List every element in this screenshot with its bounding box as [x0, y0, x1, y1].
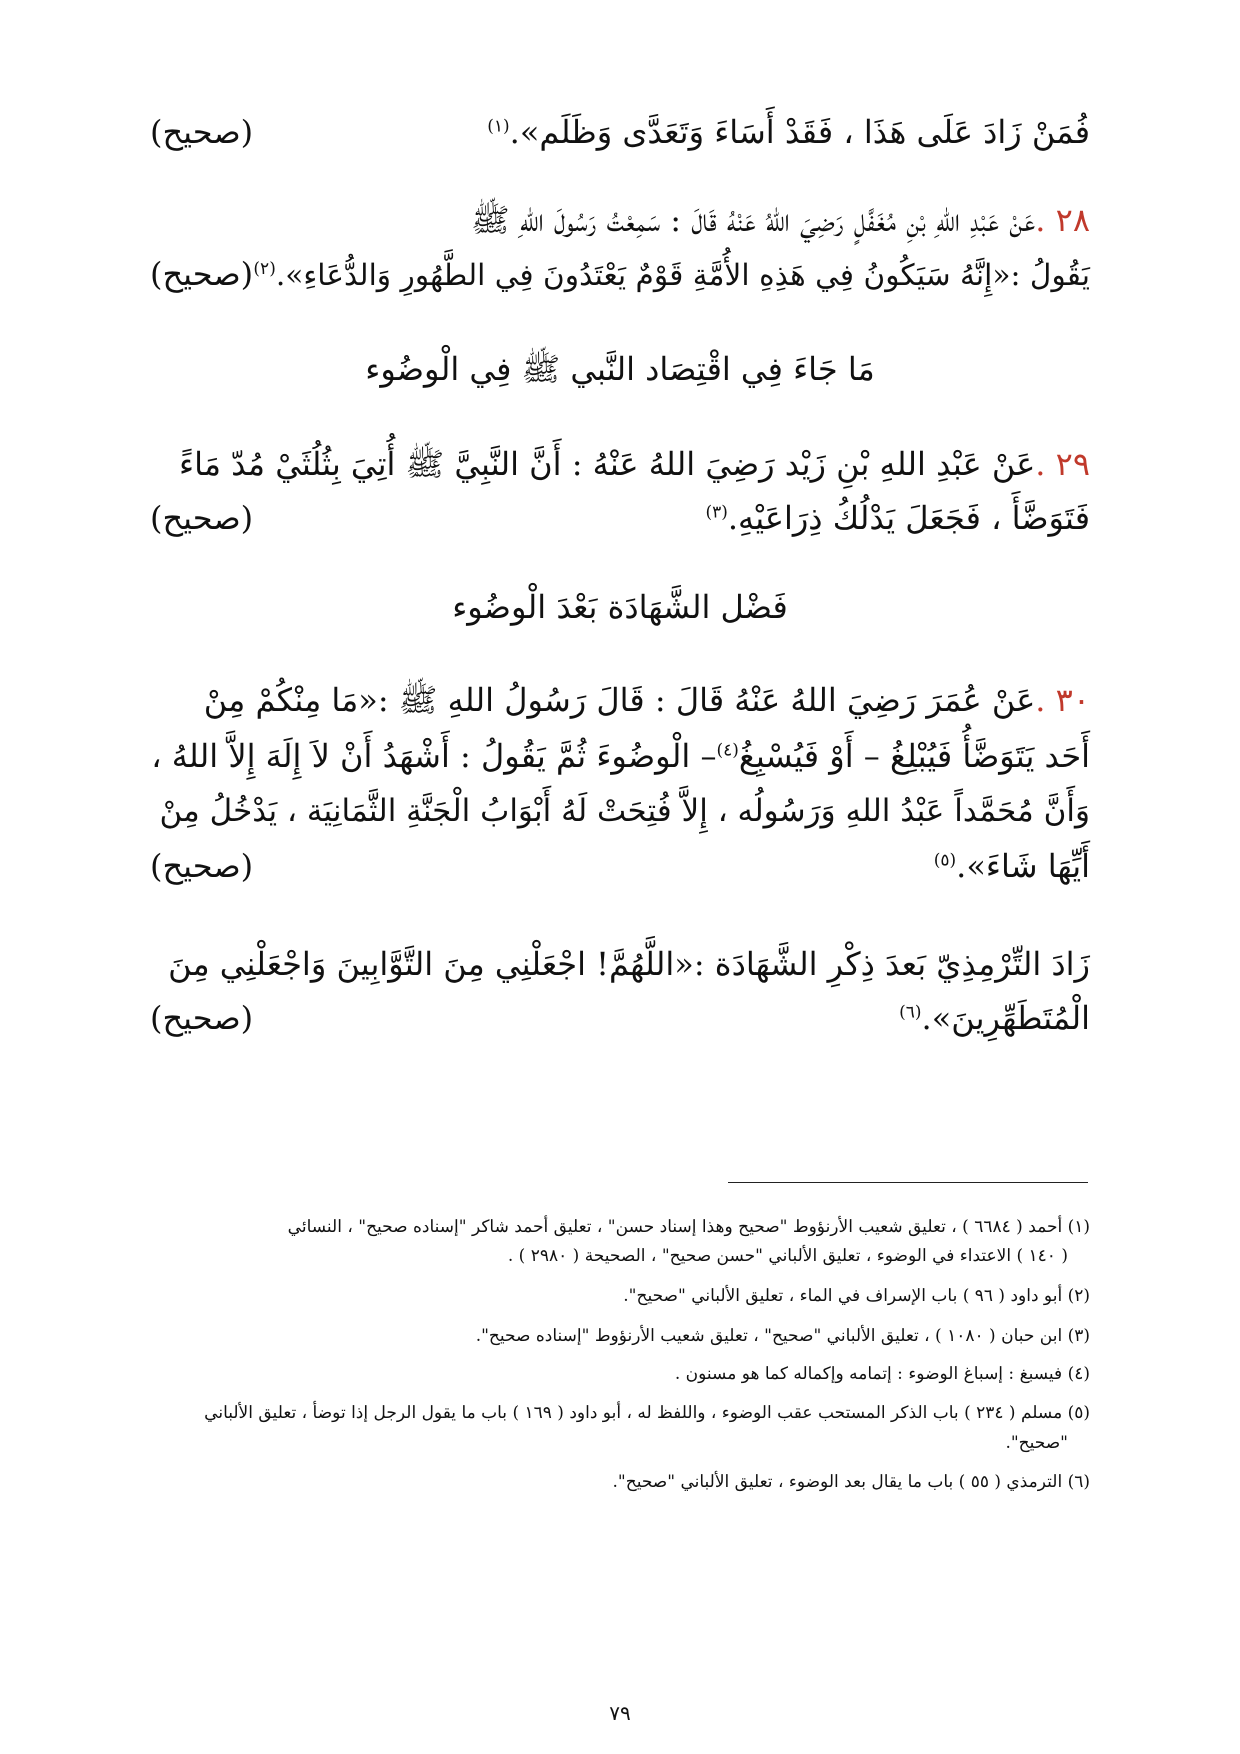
grade-label: (صحيح): [150, 999, 254, 1037]
hadith-29-line-1: [150, 440, 1090, 488]
line-text: يَقُولُ :«إِنَّهُ سَيَكُونُ فِي هَذِهِ الأُمَّةِ قَوْمٌ يَعْتَدُونَ فِي الطَّهُورِ وَالدُّعَاءِ».$^{(٢)}$: [253, 257, 1090, 292]
grade-label: (صحيح): [150, 255, 254, 293]
footnote-ref[interactable]: (٢): [253, 259, 276, 280]
section-heading: فَضْل الشَّهَادَة بَعْدَ الْوضُوء: [452, 588, 788, 626]
footnote-4: (٤) فيسبغ : إسباغ الوضوء : إتمامه وإكماله كما هو مسنون .: [674, 1364, 1090, 1384]
grade-label: (صحيح): [150, 113, 254, 151]
hadith-28-line-1: [150, 196, 1090, 244]
line-text: الْمُتَطَهِّرِينَ».$^{(٦)}$: [899, 999, 1090, 1037]
hadith-30-line-1: [150, 676, 1090, 724]
hadith-30-line-4: [150, 842, 1090, 890]
footnote-ref[interactable]: (١): [487, 116, 510, 137]
footnote-1: (١) أحمد ( ٦٦٨٤ ) ، تعليق شعيب الأرنؤوط "صحيح وهذا إسناد حسن" ، تعليق أحمد شاكر "إسناده صحيح" ، النسائي: [287, 1217, 1090, 1237]
footnote-divider: [728, 1182, 1088, 1183]
footnote-ref[interactable]: (٦): [899, 1002, 922, 1023]
footnote-ref[interactable]: (٣): [705, 502, 728, 523]
footnote-ref[interactable]: (٤): [716, 740, 739, 761]
hadith-30-line-3: [150, 787, 1090, 835]
footnote-3: (٣) ابن حبان ( ١٠٨٠ ) ، تعليق الألباني "صحيح" ، تعليق شعيب الأرنؤوط "إسناده صحيح".: [475, 1326, 1090, 1346]
addition-line-1: [150, 940, 1090, 988]
footnote-ref[interactable]: (٥): [933, 850, 957, 871]
footnote-5-continued: "صحيح".: [1005, 1433, 1068, 1453]
grade-label: (صحيح): [150, 847, 254, 885]
line-text: عَنْ عَبْدِ اللهِ بْنِ مُغَفَّلٍ رَضِيَ اللهُ عَنْهُ قَالَ : سَمِعْتُ رَسُولَ اللهِ ﷺ: [470, 201, 1036, 239]
page-number: ٧٩: [609, 1701, 631, 1725]
line-text: عَنْ عُمَرَ رَضِيَ اللهُ عَنْهُ قَالَ : قَالَ رَسُولُ اللهِ ﷺ :«مَا مِنْكُمْ مِنْ: [203, 681, 1036, 719]
line-text: فُمَنْ زَادَ عَلَى هَذَا ، فَقَدْ أَسَاءَ وَتَعَدَّى وَظَلَم».$^{(١)}$: [487, 113, 1090, 151]
line-text: عَنْ عَبْدِ اللهِ بْنِ زَيْد رَضِيَ اللهُ عَنْهُ : أَنَّ النَّبِيَّ ﷺ أُتِيَ بِثُلُثَيْ مُدّ مَاءً: [179, 445, 1036, 483]
grade-label: (صحيح): [150, 499, 254, 537]
hadith-number: ٣٠ .: [1035, 681, 1090, 719]
line-text: أَيِّهَا شَاءَ».$^{(٥)}$: [933, 847, 1090, 885]
line-text: فَتَوَضَّأَ ، فَجَعَلَ يَدْلُكُ ذِرَاعَيْهِ.$^{(٣)}$: [705, 499, 1090, 537]
hadith-29-line-2: [150, 494, 1090, 542]
line-text: أَحَد يَتَوَضَّأُ فَيُبْلِغُ – أَوْ فَيُسْبِغُ$^{(٤)}$– الْوضُوءَ ثُمَّ يَقُولُ : أَشْهَدُ أَنْ لاَ إِلَهَ إِلاَّ اللهُ ،: [151, 737, 1090, 775]
line-text: وَأَنَّ مُحَمَّداً عَبْدُ اللهِ وَرَسُولُه ، إِلاَّ فُتِحَتْ لَهُ أَبْوَابُ الْجَنَّةِ الثَّمَانِيَة ، يَدْخُلُ مِنْ: [159, 793, 1090, 829]
footnote-1-continued: ( ١٤٠ ) الاعتداء في الوضوء ، تعليق الألباني "حسن صحيح" ، الصحيحة ( ٢٩٨٠ ) .: [507, 1246, 1068, 1266]
hadith-30-line-2: [150, 732, 1090, 780]
footnote-2: (٢) أبو داود ( ٩٦ ) باب الإسراف في الماء ، تعليق الألباني "صحيح".: [623, 1286, 1090, 1306]
hadith-number: ٢٩ .: [1035, 445, 1090, 483]
footnote-6: (٦) الترمذي ( ٥٥ ) باب ما يقال بعد الوضوء ، تعليق الألباني "صحيح".: [612, 1472, 1090, 1492]
footnote-5: (٥) مسلم ( ٢٣٤ ) باب الذكر المستحب عقب الوضوء ، واللفظ له ، أبو داود ( ١٦٩ ) باب ما يقول الرجل إذا توضأ ، تعليق الألباني: [204, 1403, 1090, 1423]
addition-line-2: [150, 994, 1090, 1042]
line-text: زَادَ التِّرْمِذِيّ بَعدَ ذِكْرِ الشَّهَادَة :«اللَّهُمَّ! اجْعَلْنِي مِنَ التَّوَّابِينَ وَاجْعَلْنِي مِنَ: [168, 945, 1090, 983]
section-heading: مَا جَاءَ فِي اقْتِصَاد النَّبي ﷺ فِي الْوضُوء: [365, 350, 875, 388]
hadith-28-line-2: [150, 250, 1090, 299]
text-line: [150, 108, 1090, 156]
hadith-number: ٢٨ .: [1035, 201, 1090, 239]
